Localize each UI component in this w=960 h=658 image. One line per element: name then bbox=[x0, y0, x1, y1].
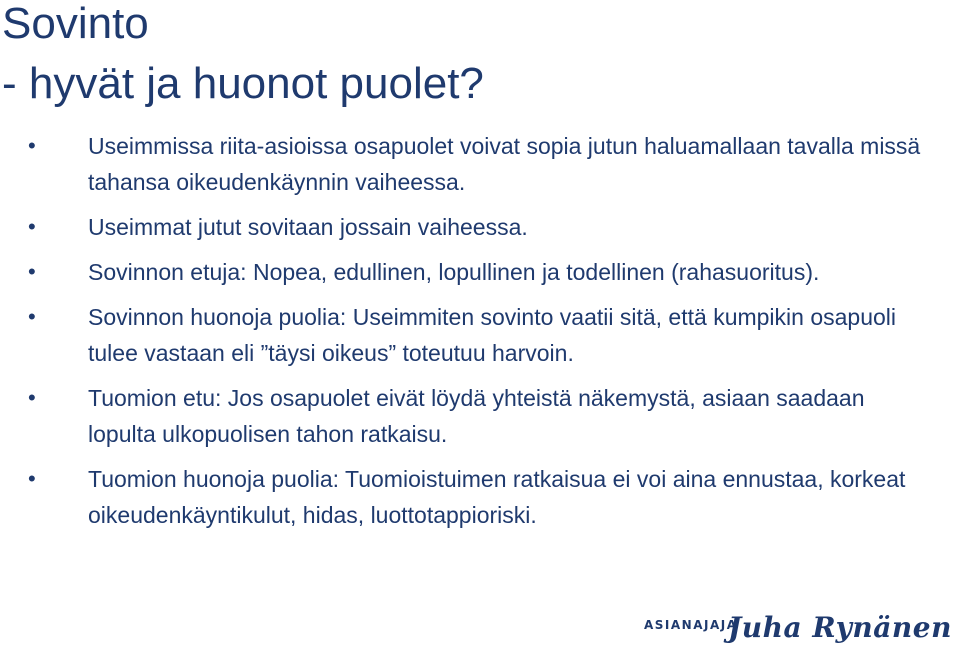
slide-title bbox=[2, 0, 484, 114]
logo-signature: Juha Rynänen bbox=[728, 611, 952, 644]
bullet-item: • Tuomion huonoja puolia: Tuomioistuimen ratkaisua ei voi aina ennustaa, korkeat oikeudenkäyntikulut, hidas, luottotappioriski. bbox=[88, 461, 938, 533]
bullet-list bbox=[88, 128, 938, 542]
bullet-item: • Tuomion etu: Jos osapuolet eivät löydä yhteistä näkemystä, asiaan saadaan lopulta ulkopuolisen tahon ratkaisu. bbox=[88, 380, 938, 452]
bullet-item: • Sovinnon huonoja puolia: Useimmiten sovinto vaatii sitä, että kumpikin osapuoli tulee vastaan eli ”täysi oikeus” toteutuu harvoin. bbox=[88, 299, 938, 371]
title-line-1: Sovinto bbox=[2, 0, 149, 48]
bullet-item: • Useimmat jutut sovitaan jossain vaiheessa. bbox=[88, 209, 938, 245]
bullet-item: • Sovinnon etuja: Nopea, edullinen, lopullinen ja todellinen (rahasuoritus). bbox=[88, 254, 938, 290]
firm-logo bbox=[644, 608, 952, 654]
title-line-2: - hyvät ja huonot puolet? bbox=[2, 59, 484, 108]
logo-firm-label: ASIANAJAJA bbox=[644, 618, 738, 632]
bullet-item: • Useimmissa riita-asioissa osapuolet voivat sopia jutun haluamallaan tavalla missä tahansa oikeudenkäynnin vaiheessa. bbox=[88, 128, 938, 200]
